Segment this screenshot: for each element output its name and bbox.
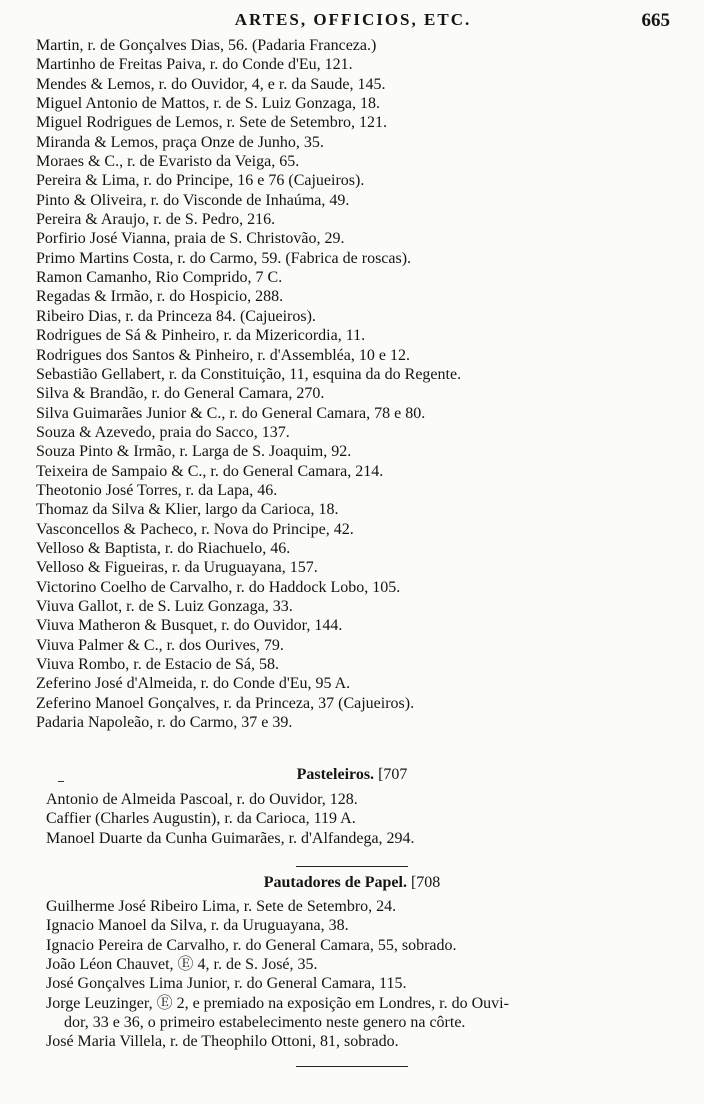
directory-entry: Moraes & C., r. de Evaristo da Veiga, 65. <box>36 153 300 171</box>
directory-entry: Mendes & Lemos, r. do Ouvidor, 4, e r. da Saude, 145. <box>36 75 386 93</box>
directory-entry: Rodrigues de Sá & Pinheiro, r. da Mizericordia, 11. <box>36 327 366 345</box>
directory-entry: João Léon Chauvet, Ⓔ 4, r. de S. José, 35. <box>46 956 318 974</box>
directory-entry: Miguel Antonio de Mattos, r. de S. Luiz Gonzaga, 18. <box>36 95 380 113</box>
section-heading-pautadores <box>0 873 704 893</box>
directory-entry: Ignacio Manoel da Silva, r. da Uruguayana, 38. <box>46 917 349 935</box>
section-title: Pasteleiros. <box>296 766 375 783</box>
section-a-entry-list <box>36 36 672 732</box>
section-heading-pasteleiros <box>0 765 704 785</box>
directory-entry: Ignacio Pereira de Carvalho, r. do General Camara, 55, sobrado. <box>46 936 457 954</box>
directory-entry: Miguel Rodrigues de Lemos, r. Sete de Setembro, 121. <box>36 114 388 132</box>
section-rule <box>296 866 408 867</box>
directory-entry: Victorino Coelho de Carvalho, r. do Haddock Lobo, 105. <box>36 578 401 596</box>
directory-entry: Antonio de Almeida Pascoal, r. do Ouvidor, 128. <box>46 791 358 808</box>
page-number: 665 <box>641 10 670 31</box>
directory-entry: Ramon Camanho, Rio Comprido, 7 C. <box>36 269 283 287</box>
pautadores-entry-list <box>46 897 676 1052</box>
section-code: [708 <box>410 874 441 891</box>
directory-entry: Velloso & Figueiras, r. da Uruguayana, 157. <box>36 559 318 577</box>
directory-entry: José Gonçalves Lima Junior, r. do General Camara, 115. <box>46 975 407 993</box>
directory-entry: Souza Pinto & Irmão, r. Larga de S. Joaquim, 92. <box>36 443 352 461</box>
directory-entry: Miranda & Lemos, praça Onze de Junho, 35. <box>36 133 324 151</box>
directory-entry: Porfirio José Vianna, praia de S. Christovão, 29. <box>36 230 345 248</box>
directory-entry: Thomaz da Silva & Klier, largo da Carioca, 18. <box>36 501 339 519</box>
directory-entry: Sebastião Gellabert, r. da Constituição, 11, esquina da do Regente. <box>36 365 462 383</box>
page-end-rule <box>296 1066 408 1067</box>
page-header <box>0 10 704 36</box>
pasteleiros-entry-list <box>46 790 676 848</box>
directory-entry: Martin, r. de Gonçalves Dias, 56. (Padaria Franceza.) <box>36 37 377 54</box>
directory-entry: Viuva Rombo, r. de Estacio de Sá, 58. <box>36 656 279 673</box>
directory-entry: Guilherme José Ribeiro Lima, r. Sete de Setembro, 24. <box>46 898 397 915</box>
section-title: Pautadores de Papel. <box>263 874 407 891</box>
directory-entry: Pereira & Araujo, r. de S. Pedro, 216. <box>36 211 276 229</box>
directory-entry: Velloso & Baptista, r. do Riachuelo, 46. <box>36 539 291 557</box>
directory-entry: Zeferino José d'Almeida, r. do Conde d'Eu, 95 A. <box>36 675 351 693</box>
directory-entry: Pinto & Oliveira, r. do Visconde de Inhaúma, 49. <box>36 191 350 209</box>
directory-entry: Regadas & Irmão, r. do Hospicio, 288. <box>36 288 284 306</box>
directory-entry: Teixeira de Sampaio & C., r. do General Camara, 214. <box>36 462 384 480</box>
directory-entry: Viuva Gallot, r. de S. Luiz Gonzaga, 33. <box>36 597 293 615</box>
directory-entry: Silva Guimarães Junior & C., r. do General Camara, 78 e 80. <box>36 404 426 422</box>
section-code: [707 <box>378 766 408 783</box>
directory-entry: Rodrigues dos Santos & Pinheiro, r. d'Assembléa, 10 e 12. <box>36 346 410 364</box>
directory-entry: Souza & Azevedo, praia do Sacco, 137. <box>36 423 290 441</box>
directory-entry: Manoel Duarte da Cunha Guimarães, r. d'Alfandega, 294. <box>46 829 415 847</box>
directory-entry: Vasconcellos & Pacheco, r. Nova do Principe, 42. <box>36 520 354 538</box>
directory-entry: Jorge Leuzinger, Ⓔ 2, e premiado na exposição em Londres, r. do Ouvi- <box>46 994 509 1012</box>
directory-entry: Padaria Napoleão, r. do Carmo, 37 e 39. <box>36 714 293 732</box>
directory-entry: Theotonio José Torres, r. da Lapa, 46. <box>36 481 278 499</box>
directory-entry: Viuva Matheron & Busquet, r. do Ouvidor, 144. <box>36 617 343 635</box>
directory-entry: Silva & Brandão, r. do General Camara, 270. <box>36 385 325 403</box>
directory-entry: Viuva Palmer & C., r. dos Ourives, 79. <box>36 636 284 654</box>
running-head: ARTES, OFFICIOS, ETC. <box>234 10 472 29</box>
directory-entry: Martinho de Freitas Paiva, r. do Conde d'Eu, 121. <box>36 56 353 74</box>
directory-entry: Primo Martins Costa, r. do Carmo, 59. (Fabrica de roscas). <box>36 249 412 267</box>
directory-entry: Zeferino Manoel Gonçalves, r. da Princeza, 37 (Cajueiros). <box>36 694 415 712</box>
directory-entry: dor, 33 e 36, o primeiro estabelecimento neste genero na côrte. <box>64 1014 466 1032</box>
directory-entry: Ribeiro Dias, r. da Princeza 84. (Cajueiros). <box>36 307 316 325</box>
directory-entry: José Maria Villela, r. de Theophilo Ottoni, 81, sobrado. <box>46 1033 399 1051</box>
directory-entry: Pereira & Lima, r. do Principe, 16 e 76 (Cajueiros). <box>36 172 365 190</box>
directory-entry: Caffier (Charles Augustin), r. da Carioca, 119 A. <box>46 810 356 828</box>
